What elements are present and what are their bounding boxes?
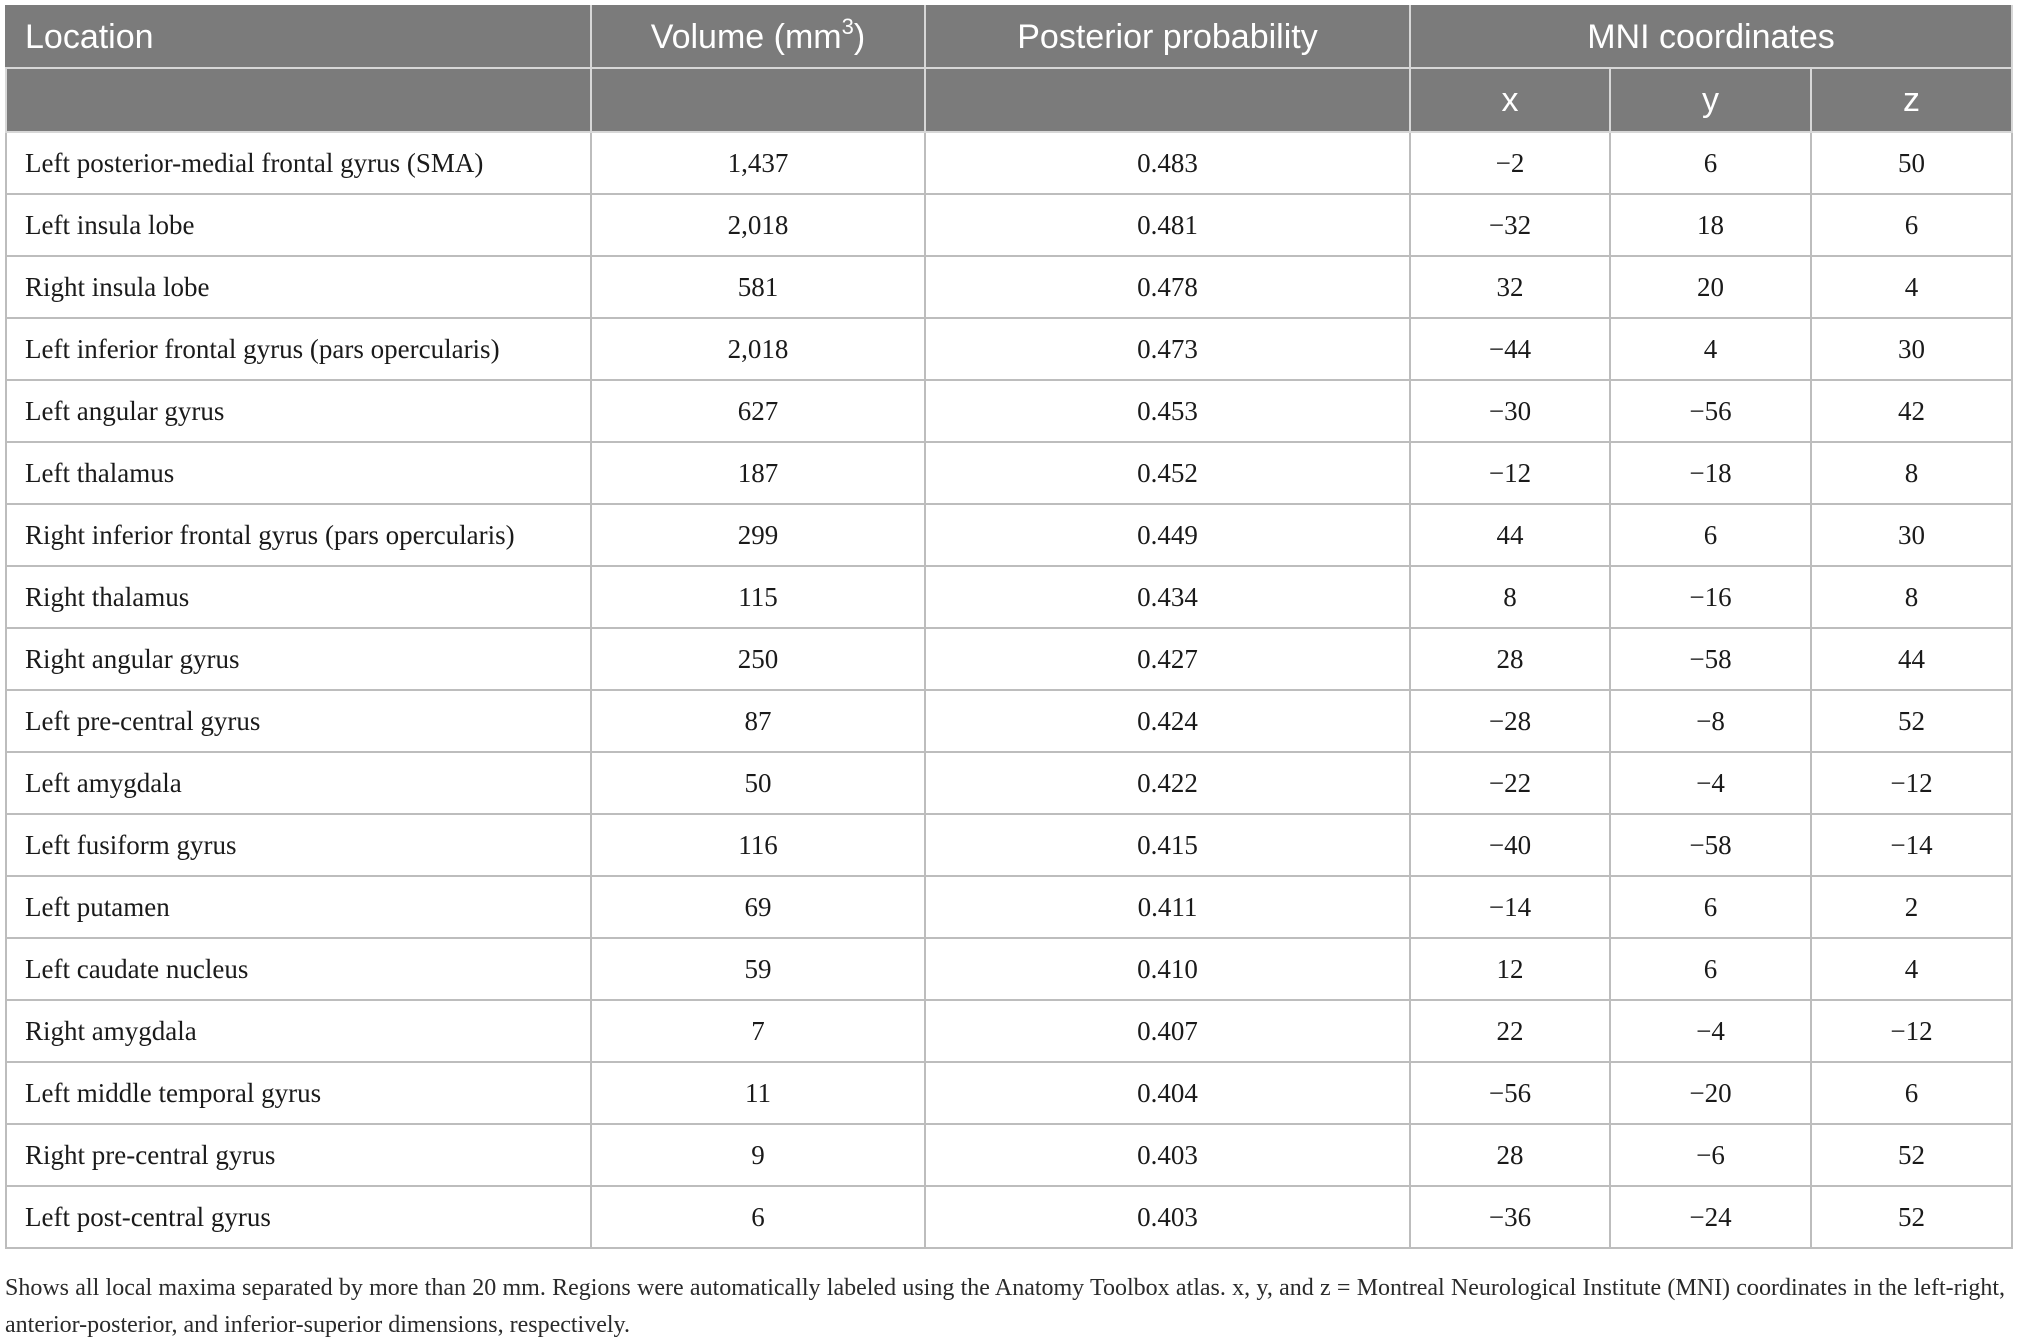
cell-location: Left thalamus [6, 442, 591, 504]
cell-posterior: 0.404 [925, 1062, 1410, 1124]
cell-y: 4 [1610, 318, 1811, 380]
cell-posterior: 0.403 [925, 1186, 1410, 1248]
cell-x: 22 [1410, 1000, 1610, 1062]
cell-z: 6 [1811, 194, 2012, 256]
table-row [6, 814, 2012, 876]
cell-volume: 627 [591, 380, 925, 442]
cell-z: 42 [1811, 380, 2012, 442]
cell-z: 2 [1811, 876, 2012, 938]
cell-x: 8 [1410, 566, 1610, 628]
cell-location: Left caudate nucleus [6, 938, 591, 1000]
cell-volume: 250 [591, 628, 925, 690]
cell-volume: 115 [591, 566, 925, 628]
cell-y: −24 [1610, 1186, 1811, 1248]
cell-y: 6 [1610, 938, 1811, 1000]
cell-location: Left middle temporal gyrus [6, 1062, 591, 1124]
cell-z: 52 [1811, 1124, 2012, 1186]
cell-y: −6 [1610, 1124, 1811, 1186]
cell-y: −8 [1610, 690, 1811, 752]
header-location: Location [6, 6, 591, 68]
table-header [6, 6, 2012, 132]
table-row [6, 628, 2012, 690]
cell-z: 52 [1811, 690, 2012, 752]
cell-posterior: 0.407 [925, 1000, 1410, 1062]
cell-z: −14 [1811, 814, 2012, 876]
header-y: y [1610, 68, 1811, 132]
cell-location: Left posterior-medial frontal gyrus (SMA) [6, 132, 591, 194]
table-row [6, 256, 2012, 318]
table-row [6, 318, 2012, 380]
table-row [6, 1186, 2012, 1248]
table-row [6, 1124, 2012, 1186]
cell-x: −40 [1410, 814, 1610, 876]
cell-location: Left post-central gyrus [6, 1186, 591, 1248]
cell-posterior: 0.424 [925, 690, 1410, 752]
header-empty-location [6, 68, 591, 132]
cell-posterior: 0.452 [925, 442, 1410, 504]
cell-z: 52 [1811, 1186, 2012, 1248]
table-row [6, 752, 2012, 814]
cell-x: 28 [1410, 1124, 1610, 1186]
header-empty-posterior [925, 68, 1410, 132]
cell-location: Left inferior frontal gyrus (pars opercularis) [6, 318, 591, 380]
cell-posterior: 0.410 [925, 938, 1410, 1000]
cell-x: −30 [1410, 380, 1610, 442]
cell-volume: 2,018 [591, 194, 925, 256]
cell-location: Right insula lobe [6, 256, 591, 318]
cell-x: −28 [1410, 690, 1610, 752]
cell-y: −18 [1610, 442, 1811, 504]
table-row [6, 442, 2012, 504]
cell-posterior: 0.427 [925, 628, 1410, 690]
cell-x: −32 [1410, 194, 1610, 256]
cell-location: Right inferior frontal gyrus (pars opercularis) [6, 504, 591, 566]
cell-x: −44 [1410, 318, 1610, 380]
cell-y: 6 [1610, 132, 1811, 194]
cell-z: −12 [1811, 752, 2012, 814]
cell-x: −36 [1410, 1186, 1610, 1248]
cell-location: Left pre-central gyrus [6, 690, 591, 752]
cell-volume: 187 [591, 442, 925, 504]
header-mni-coordinates: MNI coordinates [1410, 6, 2012, 68]
cell-volume: 6 [591, 1186, 925, 1248]
cell-volume: 116 [591, 814, 925, 876]
header-volume-close: ) [853, 17, 866, 56]
cell-x: −14 [1410, 876, 1610, 938]
cell-z: 6 [1811, 1062, 2012, 1124]
cell-y: −56 [1610, 380, 1811, 442]
cell-volume: 1,437 [591, 132, 925, 194]
cell-location: Left amygdala [6, 752, 591, 814]
cell-posterior: 0.453 [925, 380, 1410, 442]
cell-location: Left insula lobe [6, 194, 591, 256]
cell-x: 28 [1410, 628, 1610, 690]
cell-y: −4 [1610, 1000, 1811, 1062]
cell-y: 20 [1610, 256, 1811, 318]
cell-posterior: 0.478 [925, 256, 1410, 318]
cell-volume: 69 [591, 876, 925, 938]
cell-posterior: 0.403 [925, 1124, 1410, 1186]
cell-location: Left putamen [6, 876, 591, 938]
cell-posterior: 0.434 [925, 566, 1410, 628]
header-volume-superscript: 3 [841, 13, 854, 39]
header-volume [591, 6, 925, 68]
table-row [6, 876, 2012, 938]
table-row [6, 566, 2012, 628]
cell-z: 30 [1811, 318, 2012, 380]
cell-x: −56 [1410, 1062, 1610, 1124]
cell-z: 4 [1811, 938, 2012, 1000]
header-x: x [1410, 68, 1610, 132]
cell-y: −20 [1610, 1062, 1811, 1124]
header-row-2 [6, 68, 2012, 132]
cell-z: 4 [1811, 256, 2012, 318]
table-row [6, 1000, 2012, 1062]
cell-location: Right amygdala [6, 1000, 591, 1062]
cell-y: 18 [1610, 194, 1811, 256]
cell-posterior: 0.415 [925, 814, 1410, 876]
cell-x: −12 [1410, 442, 1610, 504]
cell-z: 50 [1811, 132, 2012, 194]
table-row [6, 938, 2012, 1000]
table-row [6, 380, 2012, 442]
cell-posterior: 0.481 [925, 194, 1410, 256]
cell-y: −4 [1610, 752, 1811, 814]
cell-volume: 581 [591, 256, 925, 318]
header-posterior-probability: Posterior probability [925, 6, 1410, 68]
cell-y: 6 [1610, 876, 1811, 938]
cell-location: Right angular gyrus [6, 628, 591, 690]
cell-location: Right pre-central gyrus [6, 1124, 591, 1186]
table-row [6, 194, 2012, 256]
cell-z: 30 [1811, 504, 2012, 566]
table-row [6, 690, 2012, 752]
cell-z: 8 [1811, 442, 2012, 504]
cell-volume: 59 [591, 938, 925, 1000]
cell-z: 44 [1811, 628, 2012, 690]
results-table-container [5, 5, 2011, 1249]
table-body [6, 132, 2012, 1248]
cell-posterior: 0.422 [925, 752, 1410, 814]
cell-z: −12 [1811, 1000, 2012, 1062]
cell-y: −16 [1610, 566, 1811, 628]
cell-volume: 299 [591, 504, 925, 566]
table-footnote: Shows all local maxima separated by more than 20 mm. Regions were automatically labeled using the Anatomy Toolbox atlas. x, y, and z = Montreal Neurological Institute (MNI) coordinates in the left-right, anterior-posterior, and inferior-superior dimensions, respectively. [5, 1275, 2005, 1338]
table-row [6, 1062, 2012, 1124]
cell-location: Right thalamus [6, 566, 591, 628]
results-table [5, 5, 2013, 1249]
cell-posterior: 0.473 [925, 318, 1410, 380]
header-empty-volume [591, 68, 925, 132]
table-row [6, 132, 2012, 194]
header-row-1 [6, 6, 2012, 68]
cell-y: 6 [1610, 504, 1811, 566]
cell-volume: 7 [591, 1000, 925, 1062]
cell-posterior: 0.483 [925, 132, 1410, 194]
cell-x: −22 [1410, 752, 1610, 814]
cell-posterior: 0.449 [925, 504, 1410, 566]
cell-x: 44 [1410, 504, 1610, 566]
cell-volume: 2,018 [591, 318, 925, 380]
cell-volume: 87 [591, 690, 925, 752]
cell-location: Left fusiform gyrus [6, 814, 591, 876]
cell-z: 8 [1811, 566, 2012, 628]
header-volume-text: Volume (mm [650, 17, 842, 56]
cell-volume: 11 [591, 1062, 925, 1124]
cell-y: −58 [1610, 628, 1811, 690]
cell-volume: 9 [591, 1124, 925, 1186]
cell-volume: 50 [591, 752, 925, 814]
table-row [6, 504, 2012, 566]
cell-location: Left angular gyrus [6, 380, 591, 442]
cell-x: −2 [1410, 132, 1610, 194]
header-z: z [1811, 68, 2012, 132]
cell-x: 32 [1410, 256, 1610, 318]
cell-y: −58 [1610, 814, 1811, 876]
cell-x: 12 [1410, 938, 1610, 1000]
cell-posterior: 0.411 [925, 876, 1410, 938]
